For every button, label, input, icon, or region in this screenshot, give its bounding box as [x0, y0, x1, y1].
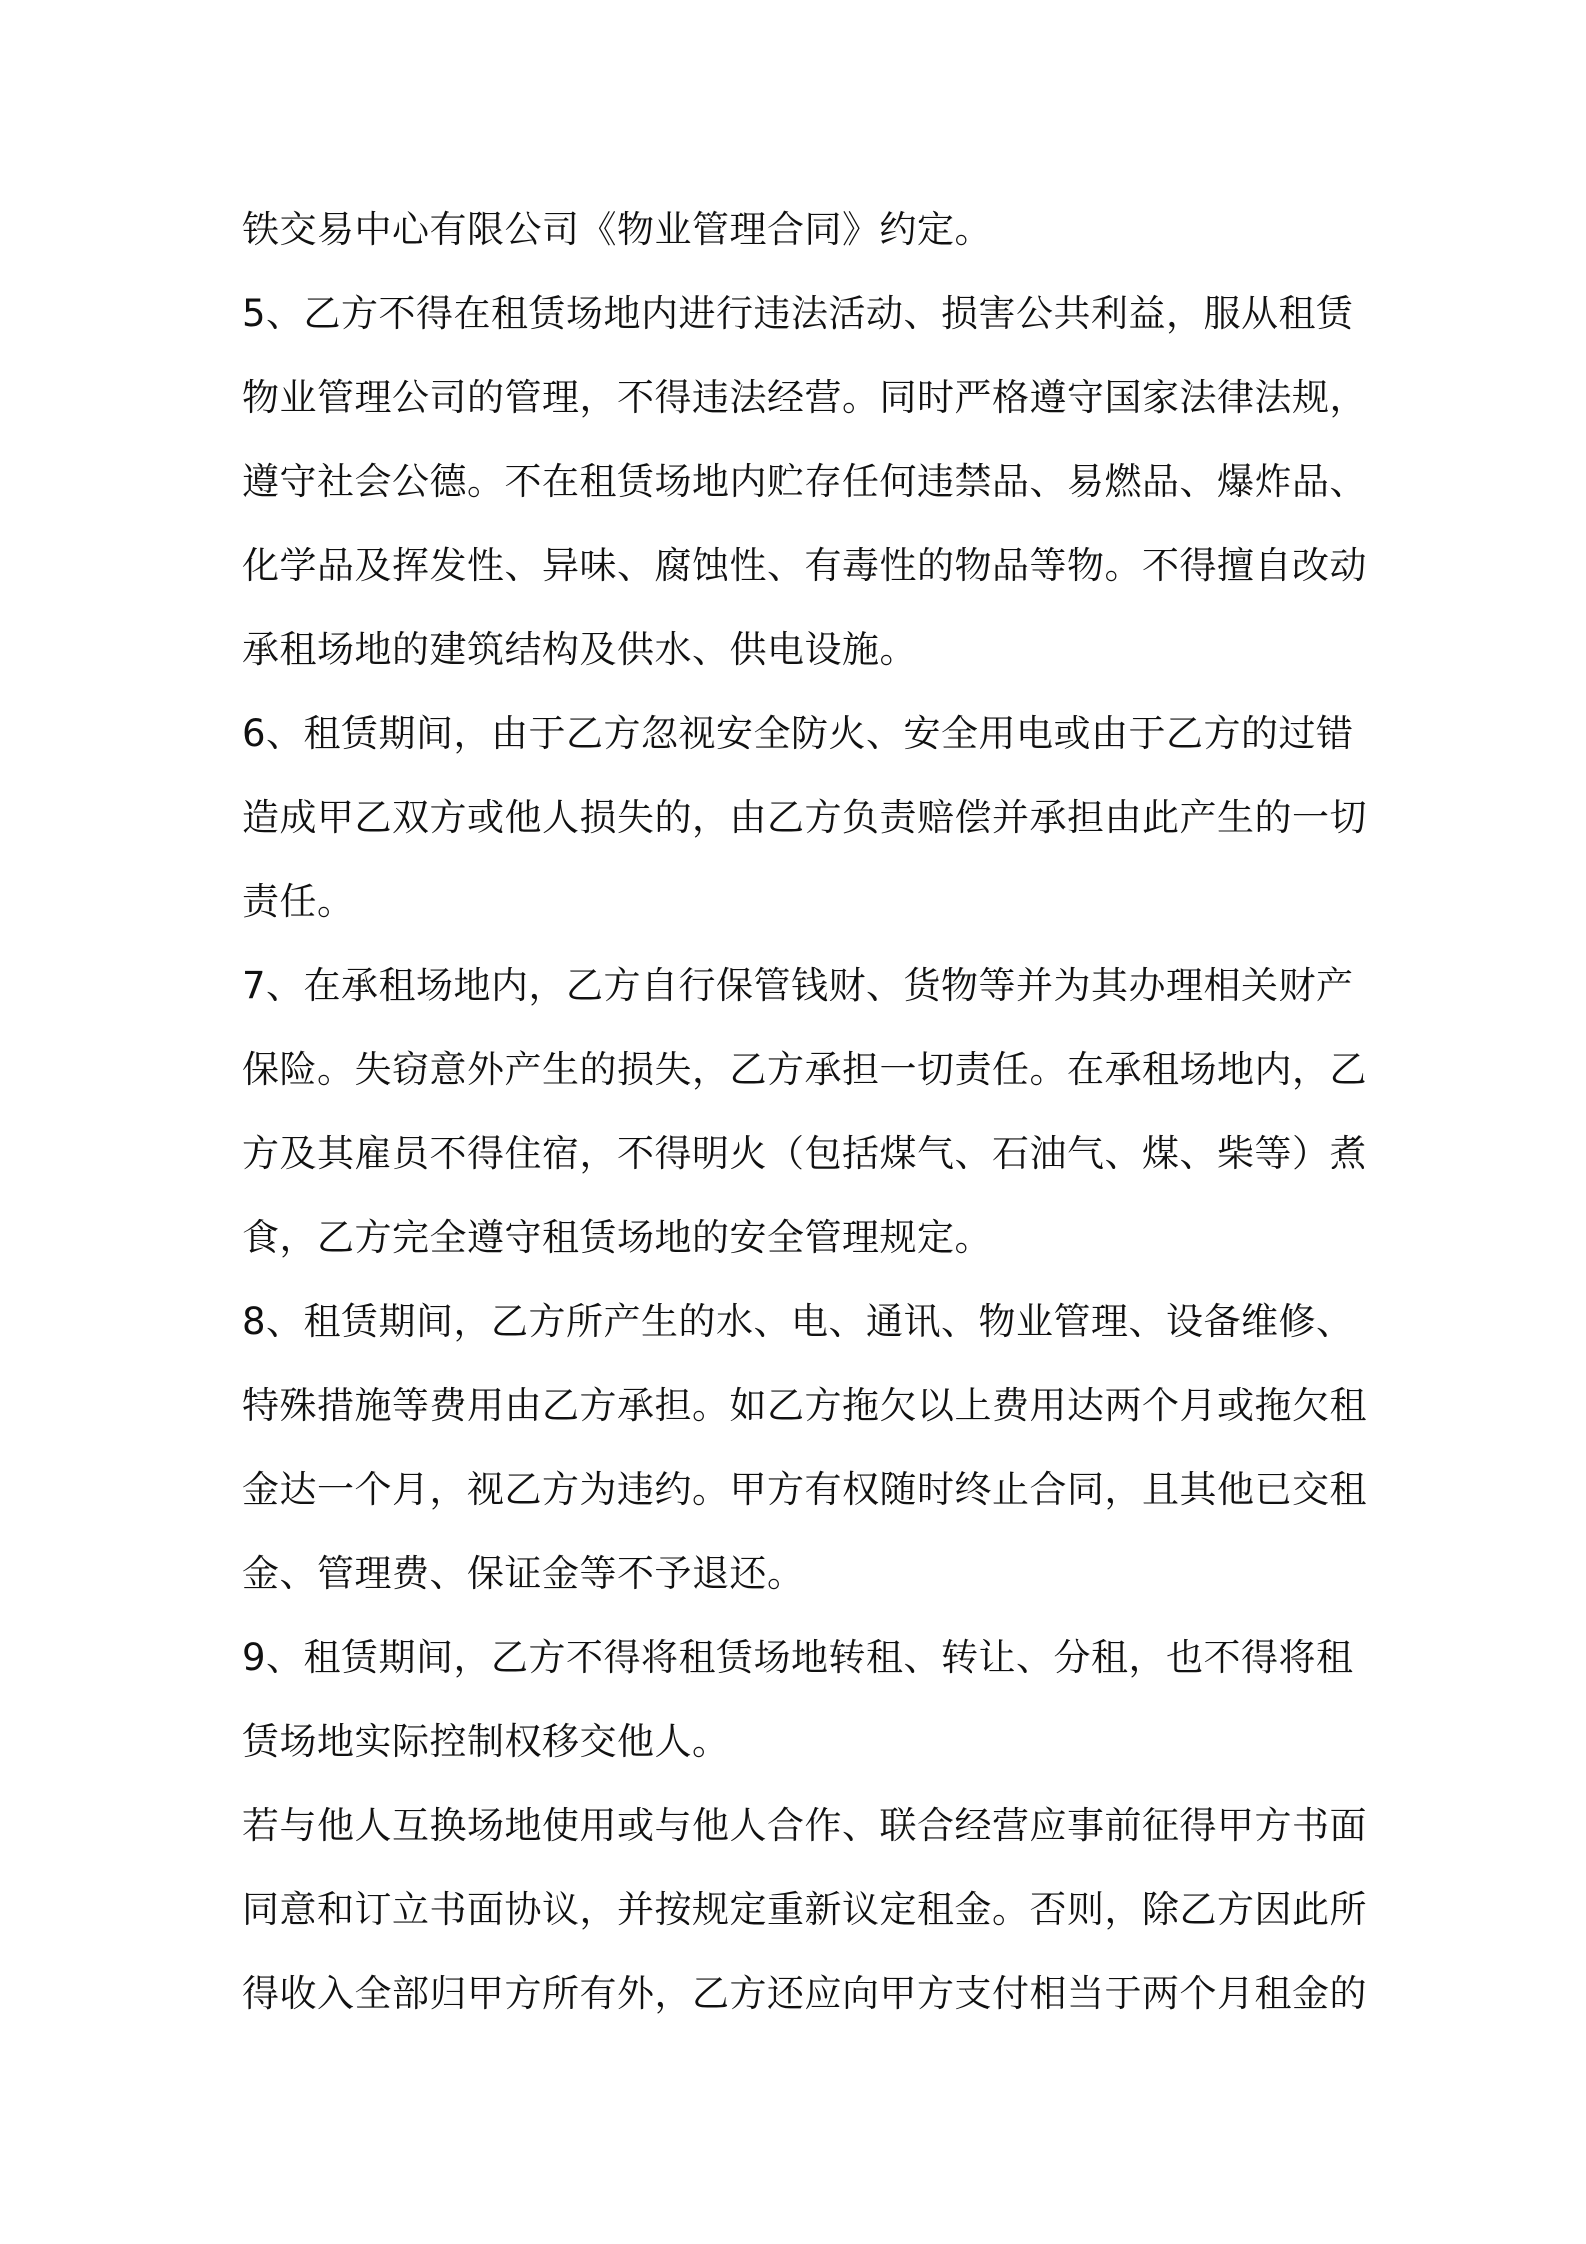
text-line-7: 6、租赁期间，由于乙方忽视安全防火、安全用电或由于乙方的过错 [242, 712, 1354, 755]
text-line-4: 遵守社会公德。不在租赁场地内贮存任何违禁品、易燃品、爆炸品、 [242, 460, 1367, 503]
text-line-19: 赁场地实际控制权移交他人。 [242, 1720, 730, 1763]
text-line-14: 8、租赁期间，乙方所产生的水、电、通讯、物业管理、设备维修、 [242, 1300, 1354, 1343]
text-line-20: 若与他人互换场地使用或与他人合作、联合经营应事前征得甲方书面 [242, 1804, 1367, 1847]
text-line-1: 铁交易中心有限公司《物业管理合同》约定。 [242, 208, 992, 251]
text-line-9: 责任。 [242, 880, 355, 923]
text-line-3: 物业管理公司的管理，不得违法经营。同时严格遵守国家法律法规， [242, 376, 1367, 419]
text-line-11: 保险。失窃意外产生的损失，乙方承担一切责任。在承租场地内，乙 [242, 1048, 1367, 1091]
text-line-16: 金达一个月，视乙方为违约。甲方有权随时终止合同，且其他已交租 [242, 1468, 1367, 1511]
text-line-2: 5、乙方不得在租赁场地内进行违法活动、损害公共利益，服从租赁 [242, 292, 1354, 335]
text-line-5: 化学品及挥发性、异味、腐蚀性、有毒性的物品等物。不得擅自改动 [242, 544, 1367, 587]
text-line-6: 承租场地的建筑结构及供水、供电设施。 [242, 628, 917, 671]
text-line-15: 特殊措施等费用由乙方承担。如乙方拖欠以上费用达两个月或拖欠租 [242, 1384, 1367, 1427]
text-line-8: 造成甲乙双方或他人损失的，由乙方负责赔偿并承担由此产生的一切 [242, 796, 1367, 839]
text-line-17: 金、管理费、保证金等不予退还。 [242, 1552, 805, 1595]
text-line-22: 得收入全部归甲方所有外，乙方还应向甲方支付相当于两个月租金的 [242, 1972, 1367, 2015]
text-line-21: 同意和订立书面协议，并按规定重新议定租金。否则，除乙方因此所 [242, 1888, 1367, 1931]
text-line-18: 9、租赁期间，乙方不得将租赁场地转租、转让、分租，也不得将租 [242, 1636, 1354, 1679]
text-line-13: 食，乙方完全遵守租赁场地的安全管理规定。 [242, 1216, 992, 1259]
text-line-10: 7、在承租场地内，乙方自行保管钱财、货物等并为其办理相关财产 [242, 964, 1354, 1007]
text-line-12: 方及其雇员不得住宿，不得明火（包括煤气、石油气、煤、柴等）煮 [242, 1132, 1367, 1175]
contract-text-body [242, 188, 1367, 2036]
